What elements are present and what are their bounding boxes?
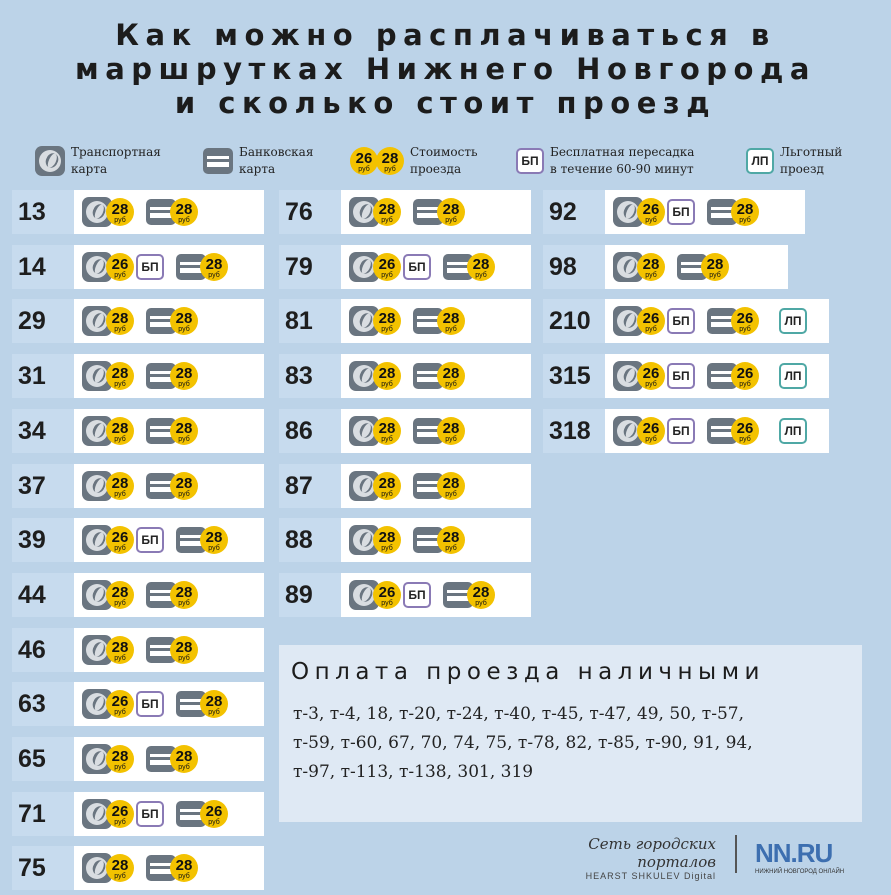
payment-options [341, 471, 465, 501]
title-line-2: маршрутках Нижнего Новгорода [75, 52, 816, 86]
route-number: 315 [543, 354, 605, 398]
route-number: 88 [279, 518, 341, 562]
bank-card-payment [176, 690, 228, 718]
price-coin: 28 руб [731, 198, 759, 226]
payment-options [74, 306, 198, 336]
route-row [543, 190, 805, 234]
lp-badge: ЛП [746, 148, 774, 174]
route-number: 79 [279, 245, 341, 289]
route-row [279, 518, 531, 562]
route-number: 37 [12, 464, 74, 508]
title-line-3: и сколько стоит проезд [174, 86, 717, 120]
route-number: 83 [279, 354, 341, 398]
route-number: 318 [543, 409, 605, 453]
price-coin: 28 руб [170, 417, 198, 445]
route-row [279, 409, 531, 453]
transport-card-payment [82, 580, 134, 610]
legend-transport-card [35, 144, 161, 178]
payment-options [74, 197, 198, 227]
bp-badge: БП [136, 254, 164, 280]
bank-card-icon [203, 148, 233, 174]
price-coin: 26 руб [731, 417, 759, 445]
payment-options [341, 416, 465, 446]
bank-card-payment [146, 581, 198, 609]
legend-price [350, 144, 478, 178]
legend-lp [746, 144, 842, 178]
bp-badge: БП [667, 199, 695, 225]
price-coin: 26 руб [200, 800, 228, 828]
price-coin: 28 руб [437, 307, 465, 335]
price-coin: 28 руб [106, 854, 134, 882]
price-coin: 28 руб [106, 417, 134, 445]
coin-icon: 26 руб [350, 147, 378, 175]
price-coin: 28 руб [373, 526, 401, 554]
bank-card-payment [146, 417, 198, 445]
price-coin: 28 руб [637, 253, 665, 281]
price-coin: 28 руб [170, 362, 198, 390]
transport-card-payment [349, 471, 401, 501]
transport-card-payment [613, 361, 695, 391]
payment-options [341, 306, 465, 336]
page-title [0, 18, 891, 120]
bank-card-payment [146, 472, 198, 500]
route-number: 86 [279, 409, 341, 453]
transport-card-payment [82, 635, 134, 665]
payment-options [74, 525, 228, 555]
route-row [279, 354, 531, 398]
transport-card-payment [82, 799, 164, 829]
bp-badge: БП [136, 801, 164, 827]
route-row [279, 464, 531, 508]
route-number: 31 [12, 354, 74, 398]
route-number: 29 [12, 299, 74, 343]
transport-card-payment [349, 306, 401, 336]
bank-card-payment [413, 362, 465, 390]
transport-card-payment [82, 306, 134, 336]
bank-card-payment [146, 745, 198, 773]
price-coin: 26 руб [106, 690, 134, 718]
bp-badge: БП [136, 691, 164, 717]
price-coin: 28 руб [467, 581, 495, 609]
bank-card-payment [146, 198, 198, 226]
transport-card-payment [82, 361, 134, 391]
price-coin: 26 руб [373, 253, 401, 281]
bank-card-payment [707, 307, 759, 335]
bank-card-payment [413, 417, 465, 445]
route-number: 34 [12, 409, 74, 453]
bp-badge: БП [667, 363, 695, 389]
transport-card-payment [349, 416, 401, 446]
cash-routes-list: т-3, т-4, 18, т-20, т-24, т-40, т-45, т-47, 49, 50, т-57, т-59, т-60, 67, 70, 74, 75, т-78, 82, т-85, т-90, 91, 94, т-97, т-113, т-138, 301, 319 [293, 704, 753, 782]
transport-card-payment [349, 525, 401, 555]
price-coin: 28 руб [467, 253, 495, 281]
route-row [279, 573, 531, 617]
payment-options [341, 197, 465, 227]
bank-card-payment [146, 854, 198, 882]
price-coin: 28 руб [170, 472, 198, 500]
cash-payment-title: Оплата проезда наличными [291, 659, 766, 685]
price-coin: 28 руб [106, 636, 134, 664]
lp-badge: ЛП [779, 308, 807, 334]
route-row [12, 299, 264, 343]
bp-badge: БП [516, 148, 544, 174]
bank-card-payment [176, 253, 228, 281]
transport-card-payment [82, 252, 164, 282]
price-coin: 28 руб [106, 198, 134, 226]
route-number: 71 [12, 792, 74, 836]
price-coin: 28 руб [373, 307, 401, 335]
price-coin: 26 руб [637, 198, 665, 226]
price-coin: 26 руб [106, 526, 134, 554]
price-coin: 26 руб [106, 800, 134, 828]
nnru-logo[interactable] [755, 838, 844, 875]
price-coin: 28 руб [106, 307, 134, 335]
price-coin: 28 руб [437, 417, 465, 445]
route-row [543, 409, 829, 453]
payment-options [605, 306, 807, 336]
route-row [543, 354, 829, 398]
legend-bp [516, 144, 694, 178]
bank-card-payment [443, 253, 495, 281]
transport-card-payment [613, 197, 695, 227]
legend-bank-card-label: Банковская карта [239, 145, 314, 176]
route-row [279, 299, 531, 343]
payment-options [605, 252, 729, 282]
price-coin: 26 руб [373, 581, 401, 609]
price-coin: 28 руб [170, 581, 198, 609]
bp-badge: БП [403, 582, 431, 608]
bp-badge: БП [136, 527, 164, 553]
price-coin: 28 руб [170, 307, 198, 335]
price-coin: 28 руб [373, 198, 401, 226]
route-row [12, 190, 264, 234]
legend-lp-label: Льготный проезд [780, 145, 843, 176]
route-row [12, 792, 264, 836]
transport-card-payment [613, 306, 695, 336]
route-number: 63 [12, 682, 74, 726]
route-number: 46 [12, 628, 74, 672]
price-coin: 26 руб [637, 417, 665, 445]
payment-options [74, 853, 198, 883]
legend-transport-card-label: Транспортная карта [71, 145, 161, 176]
route-row [12, 846, 264, 890]
price-coin: 26 руб [731, 362, 759, 390]
legend-bank-card [203, 144, 313, 178]
route-number: 87 [279, 464, 341, 508]
price-coin: 28 руб [437, 362, 465, 390]
transport-card-payment [613, 416, 695, 446]
route-number: 92 [543, 190, 605, 234]
route-row [12, 682, 264, 726]
bank-card-payment [413, 526, 465, 554]
route-row [12, 245, 264, 289]
bp-badge: БП [403, 254, 431, 280]
cash-payment-panel [279, 645, 862, 822]
payment-options [74, 252, 228, 282]
transport-card-payment [613, 252, 665, 282]
transport-card-payment [82, 853, 134, 883]
price-coin: 26 руб [637, 307, 665, 335]
price-coin: 28 руб [437, 472, 465, 500]
payment-options [74, 799, 228, 829]
footer-network-brand: HEARST SHKULEV Digital [585, 871, 716, 881]
transport-card-payment [82, 689, 164, 719]
price-coin: 28 руб [373, 472, 401, 500]
price-coin: 28 руб [170, 636, 198, 664]
payment-options [74, 580, 198, 610]
payment-options [74, 689, 228, 719]
price-coin: 28 руб [170, 198, 198, 226]
price-coin: 28 руб [170, 745, 198, 773]
payment-options [74, 635, 198, 665]
price-coin: 28 руб [170, 854, 198, 882]
bank-card-payment [146, 636, 198, 664]
payment-options [341, 361, 465, 391]
bank-card-payment [677, 253, 729, 281]
price-coin: 28 руб [106, 362, 134, 390]
transport-card-payment [82, 471, 134, 501]
route-row [543, 245, 788, 289]
payment-options [605, 416, 807, 446]
bank-card-payment [707, 362, 759, 390]
route-row [543, 299, 829, 343]
route-row [12, 628, 264, 672]
route-row [12, 737, 264, 781]
route-row [12, 354, 264, 398]
route-row [12, 518, 264, 562]
footer-network [520, 835, 716, 881]
bank-card-payment [413, 472, 465, 500]
price-coin: 28 руб [106, 581, 134, 609]
route-number: 89 [279, 573, 341, 617]
price-coin: 28 руб [200, 690, 228, 718]
bank-card-payment [413, 198, 465, 226]
route-number: 75 [12, 846, 74, 890]
lp-badge: ЛП [779, 418, 807, 444]
bp-badge: БП [667, 308, 695, 334]
transport-card-payment [82, 525, 164, 555]
transport-card-payment [349, 252, 431, 282]
route-row [12, 573, 264, 617]
nnru-logo-subtitle: НИЖНИЙ НОВГОРОД ОНЛАЙН [755, 869, 845, 875]
bank-card-payment [146, 307, 198, 335]
route-number: 65 [12, 737, 74, 781]
payment-options [341, 252, 495, 282]
route-number: 210 [543, 299, 605, 343]
bank-card-payment [707, 198, 759, 226]
bank-card-payment [413, 307, 465, 335]
price-coin: 28 руб [106, 745, 134, 773]
bank-card-payment [176, 526, 228, 554]
price-coin: 28 руб [373, 417, 401, 445]
transport-card-payment [82, 197, 134, 227]
price-coin: 26 руб [731, 307, 759, 335]
route-number: 81 [279, 299, 341, 343]
payment-options [341, 580, 495, 610]
price-coin: 28 руб [200, 526, 228, 554]
price-coin: 28 руб [373, 362, 401, 390]
payment-options [74, 471, 198, 501]
transport-card-icon [35, 146, 65, 176]
payment-options [341, 525, 465, 555]
route-number: 13 [12, 190, 74, 234]
price-coin: 28 руб [200, 253, 228, 281]
payment-options [74, 416, 198, 446]
footer-network-title: Сеть городских порталов [588, 835, 716, 871]
route-number: 98 [543, 245, 605, 289]
route-row [12, 464, 264, 508]
transport-card-payment [349, 580, 431, 610]
footer-divider [735, 835, 737, 873]
price-coin: 28 руб [437, 526, 465, 554]
title-line-1: Как можно расплачиваться в [115, 18, 776, 52]
bank-card-payment [176, 800, 228, 828]
payment-options [74, 361, 198, 391]
transport-card-payment [349, 361, 401, 391]
bp-badge: БП [667, 418, 695, 444]
route-row [279, 245, 531, 289]
payment-options [605, 361, 807, 391]
route-number: 14 [12, 245, 74, 289]
payment-options [74, 744, 198, 774]
payment-options [605, 197, 759, 227]
transport-card-payment [82, 744, 134, 774]
route-row [12, 409, 264, 453]
bank-card-payment [146, 362, 198, 390]
legend-bp-label: Бесплатная пересадка в течение 60-90 минут [550, 145, 695, 176]
price-coin: 28 руб [437, 198, 465, 226]
bank-card-payment [443, 581, 495, 609]
price-coin: 28 руб [106, 472, 134, 500]
route-number: 44 [12, 573, 74, 617]
transport-card-payment [82, 416, 134, 446]
price-coin: 28 руб [701, 253, 729, 281]
route-row [279, 190, 531, 234]
price-coin: 26 руб [637, 362, 665, 390]
lp-badge: ЛП [779, 363, 807, 389]
coin-icon: 28 руб [376, 147, 404, 175]
bank-card-payment [707, 417, 759, 445]
route-number: 76 [279, 190, 341, 234]
transport-card-payment [349, 197, 401, 227]
route-number: 39 [12, 518, 74, 562]
price-coin: 26 руб [106, 253, 134, 281]
legend-price-label: Стоимость проезда [410, 145, 478, 176]
nnru-logo-text: NN.RU [755, 838, 833, 868]
